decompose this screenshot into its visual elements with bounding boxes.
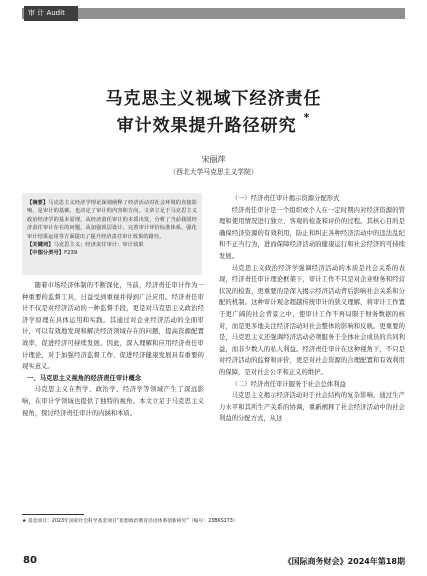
clc-label: 【中图分类号】 bbox=[27, 250, 65, 257]
abstract-label: 【摘要】 bbox=[27, 200, 49, 206]
subsection-heading-1: （一）经济责任审计揭示资源分配形式 bbox=[231, 195, 340, 202]
body-paragraph: 经济责任审计是一个组织或个人在一定时期内对经济资源的管理和使用情况进行独立、客观的检查和评价的过程。其核心目的是确保经济资源的有效利用，防止和纠正各种经济活动中的违法乱纪和不正当行为，进而保障经济活动的健康运行和社会经济的可持续发展。 bbox=[219, 206, 405, 260]
title-footnote-mark: * bbox=[303, 111, 311, 124]
section-tag: 审 计 Audit bbox=[24, 6, 78, 21]
body-right-column bbox=[219, 193, 405, 576]
article-title-text: 审计效果提升路径研究 bbox=[116, 116, 297, 136]
article-title-line2 bbox=[0, 111, 427, 136]
footnote-rule bbox=[22, 514, 84, 515]
clc-code bbox=[27, 249, 197, 257]
abstract bbox=[27, 199, 197, 241]
keywords-text: 马克思主义；经济责任审计；审计效果 bbox=[53, 242, 144, 249]
keywords bbox=[27, 241, 197, 249]
section-heading-1: 一、马克思主义视角的经济责任审计概念 bbox=[27, 374, 142, 382]
body-paragraph: 马克思主义在哲学、政治学、经济学等领域产生了深远影响，在审计学领域也提供了独特的视角。本文立足于马克思主义视角，探讨经济责任审计的内涵和本质。 bbox=[22, 386, 204, 417]
subsection-heading-2: （二）经济责任审计服务于社会总体利益 bbox=[231, 380, 346, 388]
body-paragraph: 随着市场经济体制的不断深化，当前，经济责任审计作为一种重要的监督工具，日益受到重视并得到广泛应用。经济责任审计不仅是对经济活动的一种监督手段，更是对马克思主义政治经济学原理在具体运用和实践。其通过对企业经济活动的全面审计，可以有效地发现和解决经济领域存在的问题，提高资源配置效率，促进经济可持续发展。因此，深入理解和应用经济责任审计理论，对于加强经济监督工作、促进经济健康发展具有重要的现实意义。 bbox=[22, 282, 204, 371]
body-left-column bbox=[22, 280, 204, 501]
keywords-label: 【关键词】 bbox=[27, 242, 54, 249]
body-paragraph: 马克思主义政治经济学强调经济活动的本质是社会关系的表现，经济责任审计理论框架下，审计工作不只是对企业财务和经营状况的检查，更重要的是深入揭示经济活动背后影响社会关系和分配的机制。这种审计观念超越传统审计的狭义理解，将审计工作置于更广阔的社会背景之中，使审计工作不再局限于财务数据的核对，而是更多地关注经济活动对社会整体的影响和反映。更重要的是，马克思主义还强调经济活动必须服务于全体社会成员的共同利益，而非少数人的私人利益。经济责任审计在这种视角下，不只是对经济活动的监督和评价，更是对社会资源的合理配置和有效利用的保障，是对社会公平和正义的维护。 bbox=[219, 264, 405, 376]
funding-footnote: ★ 基金项目：2023年国家社会科学基金项目“思想政治教育话语体系创新研究”（编号：23BKS173） bbox=[22, 519, 238, 524]
page-number: 80 bbox=[23, 555, 37, 566]
author-affiliation: （西北大学马克思主义学院） bbox=[169, 168, 258, 176]
abstract-box bbox=[22, 193, 202, 275]
author-name: 宋丽萍 bbox=[201, 155, 226, 164]
clc-value: F239 bbox=[64, 250, 78, 257]
body-paragraph: 马克思主义揭示经济活动对于社会结构的复杂影响，通过生产力水平和其所生产关系的协调，重新阐释了社会经济活动中的社会利益的分配方式，从这 bbox=[219, 392, 405, 423]
article-title-line1: 马克思主义视域下经济责任 bbox=[105, 89, 322, 109]
header-bar bbox=[22, 8, 405, 19]
journal-issue: 《国际商务财会》2024年第18期 bbox=[283, 557, 405, 566]
abstract-text: 马克思主义经济学理论深刻阐释了经济活动对社会环境的直接影响，是审计的基础，也决定了审计的内容和方向。文章立足于马克思主义政治经济学的基本原理，从经济责任审计的本质出发，分析了当前我国经济责任审计存在的问题，从加强顶层设计、完善审计评价标准体系、强化审计结果运用等方面提出了提升经济责任审计效果的路径。 bbox=[27, 200, 197, 240]
